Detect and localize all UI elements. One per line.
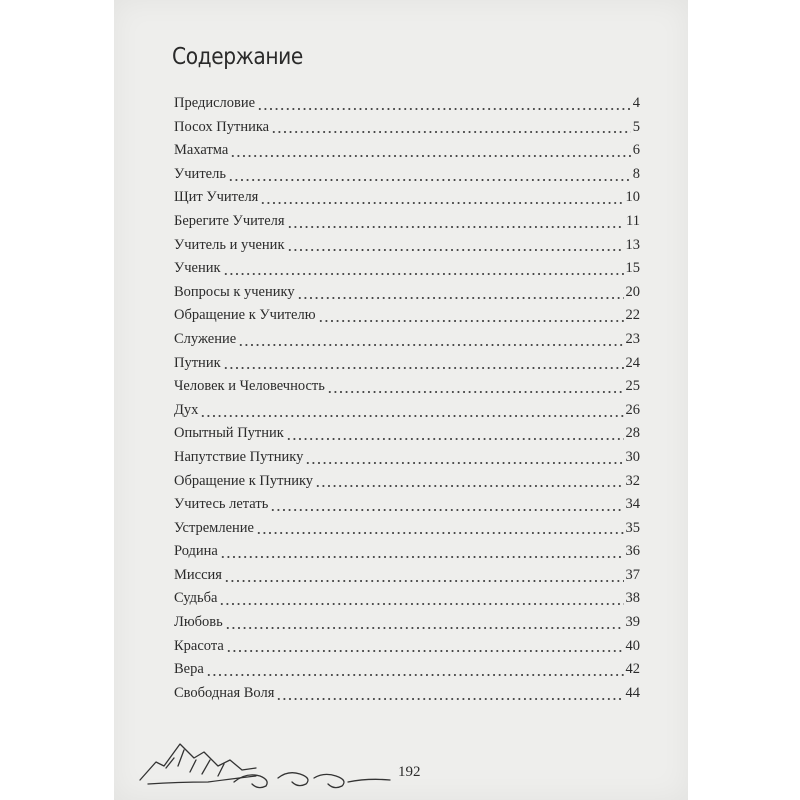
dot-leader (256, 531, 624, 535)
dot-leader (270, 508, 623, 512)
toc-entry (174, 186, 640, 210)
dot-leader (271, 130, 631, 134)
toc-entry-page: 20 (625, 283, 640, 300)
toc-entry-title: Служение (174, 330, 237, 347)
toc-entry (174, 139, 640, 163)
toc-entry-page: 28 (625, 425, 640, 442)
toc-entry-page: 36 (625, 543, 640, 560)
toc-entry (174, 116, 640, 140)
toc-entry-page: 5 (632, 118, 640, 135)
toc-entry-page: 11 (626, 212, 640, 229)
dot-leader (327, 390, 624, 394)
dot-leader (257, 107, 631, 111)
dot-leader (287, 225, 624, 229)
toc-entry-page: 37 (625, 566, 640, 583)
toc-entry-page: 42 (625, 661, 640, 678)
toc-entry (174, 257, 640, 281)
dot-leader (200, 414, 623, 418)
toc-entry-page: 35 (625, 519, 640, 536)
dot-leader (219, 602, 623, 606)
toc-entry-page: 38 (625, 590, 640, 607)
toc-entry-title: Красота (174, 637, 224, 654)
toc-entry-page: 23 (625, 330, 640, 347)
toc-entry-title: Махатма (174, 142, 229, 159)
dot-leader (287, 248, 624, 252)
toc-entry-title: Обращение к Учителю (174, 307, 316, 324)
toc-entry (174, 470, 640, 494)
dot-leader (297, 296, 624, 300)
toc-entry (174, 281, 640, 305)
toc-entry (174, 399, 640, 423)
dot-leader (305, 461, 623, 465)
dot-leader (224, 579, 624, 583)
dot-leader (228, 178, 631, 182)
toc-entry (174, 163, 640, 187)
dot-leader (223, 366, 624, 370)
toc-entry-title: Свободная Воля (174, 684, 275, 701)
toc-entry-page: 34 (625, 496, 640, 513)
dot-leader (318, 319, 624, 323)
toc-entry (174, 422, 640, 446)
toc-entry (174, 611, 640, 635)
toc-entry-page: 25 (625, 378, 640, 395)
toc-entry-title: Вопросы к ученику (174, 283, 295, 300)
toc-entry-title: Берегите Учителя (174, 212, 285, 229)
toc-entry-page: 13 (625, 236, 640, 253)
toc-entry-page: 22 (625, 307, 640, 324)
toc-entry-page: 26 (625, 401, 640, 418)
dot-leader (286, 437, 624, 441)
toc-entry-title: Дух (174, 401, 199, 418)
toc-entry (174, 635, 640, 659)
toc-entry-title: Ученик (174, 260, 221, 277)
toc-entry-title: Щит Учителя (174, 189, 259, 206)
toc-entry (174, 446, 640, 470)
toc-entry-title: Посох Путника (174, 118, 270, 135)
toc-entry (174, 234, 640, 258)
dot-leader (315, 484, 623, 488)
toc-entry (174, 587, 640, 611)
toc-entry (174, 328, 640, 352)
dot-leader (223, 272, 624, 276)
toc-entry (174, 540, 640, 564)
table-of-contents (174, 92, 640, 705)
toc-entry-page: 39 (625, 614, 640, 631)
dot-leader (206, 673, 624, 677)
toc-entry-page: 44 (625, 684, 640, 701)
toc-entry (174, 517, 640, 541)
toc-entry-title: Учитель и ученик (174, 236, 285, 253)
toc-entry (174, 493, 640, 517)
toc-entry (174, 658, 640, 682)
toc-entry (174, 352, 640, 376)
toc-entry-title: Предисловие (174, 95, 256, 111)
toc-entry-title: Обращение к Путнику (174, 472, 314, 489)
toc-heading: Содержание (172, 44, 303, 70)
toc-entry-title: Родина (174, 543, 218, 560)
toc-entry-title: Любовь (174, 614, 223, 631)
toc-entry-page: 40 (625, 637, 640, 654)
toc-entry (174, 92, 640, 116)
dot-leader (220, 555, 624, 559)
toc-entry-page: 15 (625, 260, 640, 277)
toc-entry (174, 564, 640, 588)
toc-entry-title: Опытный Путник (174, 425, 284, 442)
toc-entry-title: Учитель (174, 165, 226, 182)
toc-entry-page: 32 (625, 472, 640, 489)
mountains-waves-icon (138, 732, 398, 792)
dot-leader (230, 154, 630, 158)
page-number: 192 (398, 764, 421, 780)
toc-entry-page: 8 (632, 165, 640, 182)
toc-entry-title: Судьба (174, 590, 218, 607)
toc-entry-title: Человек и Человечность (174, 378, 325, 395)
toc-entry-title: Миссия (174, 566, 222, 583)
toc-entry (174, 375, 640, 399)
toc-entry-title: Путник (174, 354, 221, 371)
toc-entry (174, 682, 640, 706)
dot-leader (260, 201, 623, 205)
toc-entry-page: 10 (625, 189, 640, 206)
dot-leader (225, 626, 624, 630)
toc-entry-title: Вера (174, 661, 204, 678)
dot-leader (276, 697, 623, 701)
dot-leader (226, 649, 624, 653)
toc-entry-title: Устремление (174, 519, 254, 536)
toc-entry (174, 304, 640, 328)
toc-entry-page: 30 (625, 448, 640, 465)
dot-leader (238, 343, 623, 347)
toc-entry-page: 6 (632, 142, 640, 159)
toc-entry-title: Учитесь летать (174, 496, 269, 513)
toc-entry-title: Напутствие Путнику (174, 448, 304, 465)
toc-entry-page: 4 (632, 95, 640, 111)
toc-entry (174, 210, 640, 234)
toc-entry-page: 24 (625, 354, 640, 371)
